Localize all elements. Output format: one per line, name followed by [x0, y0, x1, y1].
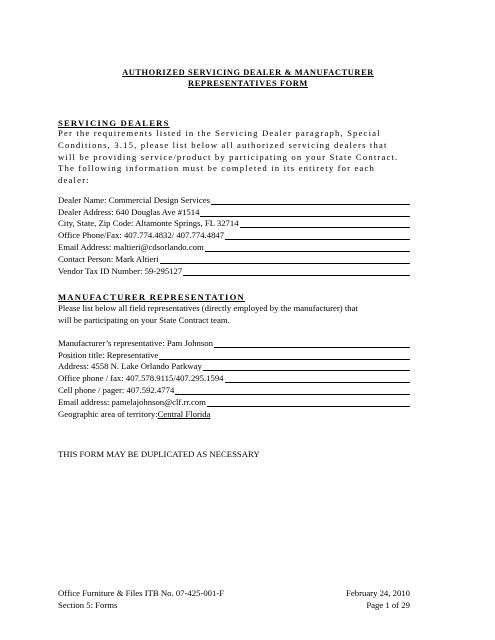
servicing-dealers-instructions — [58, 128, 438, 187]
field-text: Cell phone / pager: 407.592.4774 — [58, 384, 175, 395]
rep-office-phone-fax-field[interactable] — [58, 371, 410, 383]
instruction-line: will be providing service/product by participating on your State Contract. — [58, 151, 399, 162]
field-text: Email address: pamelajohnson@clf.rr.com — [58, 396, 206, 407]
dealer-address-field[interactable] — [58, 205, 410, 217]
fill-line — [205, 242, 410, 252]
email-address-field[interactable] — [58, 240, 410, 252]
instruction-line: The following information must be completed in its entirety for each — [58, 163, 376, 174]
geographic-area-label: Geographic area of territory: — [58, 408, 158, 419]
footer-row — [58, 588, 410, 600]
page-footer — [58, 588, 410, 612]
position-title-field[interactable] — [58, 348, 410, 360]
field-text: Office Phone/Fax: 407.774.4832/ 407.774.4847 — [58, 230, 225, 241]
field-text: Address: 4558 N. Lake Orlando Parkway — [58, 361, 202, 372]
footer-page-number: Page 1 of 29 — [366, 599, 410, 610]
geographic-area-value: Central Florida — [157, 408, 211, 419]
fill-line — [175, 385, 410, 395]
fill-line — [214, 338, 410, 348]
fill-line — [203, 361, 410, 371]
fill-line — [207, 397, 410, 407]
field-text: Email Address: maltieri@cdsorlando.com — [58, 241, 204, 252]
manufacturer-representative-field[interactable] — [58, 336, 410, 348]
field-text: Vendor Tax ID Number: 59-295127 — [58, 265, 183, 276]
fill-line — [160, 254, 410, 264]
rep-address-field[interactable] — [58, 360, 410, 372]
instruction-line: Please list below all field representatives (directly employed by the manufacturer) that — [58, 303, 358, 313]
manufacturer-representation-heading: MANUFACTURER REPRESENTATION — [58, 292, 245, 302]
manufacturer-fields — [58, 336, 410, 419]
city-state-zip-field[interactable] — [58, 217, 410, 229]
field-text: Dealer Name: Commercial Design Services — [58, 194, 210, 205]
servicing-dealers-heading: SERVICING DEALERS — [58, 118, 170, 128]
field-text: Dealer Address: 640 Douglas Ave #1514 — [58, 206, 200, 217]
form-title-line-2: REPRESENTATIVES FORM — [188, 79, 308, 88]
fill-line — [200, 207, 410, 217]
rep-email-address-field[interactable] — [58, 395, 410, 407]
dealer-name-field[interactable] — [58, 193, 410, 205]
fill-line — [211, 195, 410, 205]
form-title-line-1: AUTHORIZED SERVICING DEALER & MANUFACTURER — [122, 68, 374, 77]
fill-line — [183, 266, 410, 276]
instruction-line: dealer: — [58, 175, 90, 186]
fill-line — [225, 373, 410, 383]
fill-line — [240, 218, 410, 228]
manufacturer-instructions — [58, 303, 438, 327]
duplication-note: THIS FORM MAY BE DUPLICATED AS NECESSARY — [58, 449, 260, 459]
instruction-line: Conditions, 3.15, please list below all authorized servicing dealers that — [58, 139, 388, 150]
footer-date: February 24, 2010 — [346, 588, 410, 598]
field-text: City, State, Zip Code: Altamonte Springs, FL 32714 — [58, 218, 239, 229]
instruction-line: will be participating on your State Contract team. — [58, 314, 230, 325]
office-phone-fax-field[interactable] — [58, 228, 410, 240]
dealer-fields — [58, 193, 410, 276]
cell-phone-pager-field[interactable] — [58, 383, 410, 395]
field-text: Office phone / fax: 407.578.9115/407.295.1594 — [58, 373, 224, 384]
vendor-tax-id-field[interactable] — [58, 264, 410, 276]
footer-document-title: Office Furniture & Files ITB No. 07-425-001-F — [58, 588, 225, 598]
field-text: Contact Person: Mark Altieri — [58, 253, 159, 264]
field-text: Position title: Representative — [58, 349, 159, 360]
instruction-line: Per the requirements listed in the Servicing Dealer paragraph, Special — [58, 128, 381, 138]
geographic-area-field[interactable] — [58, 407, 410, 419]
fill-line — [159, 350, 410, 360]
contact-person-field[interactable] — [58, 252, 410, 264]
fill-line — [225, 230, 410, 240]
footer-row — [58, 600, 410, 612]
field-text: Manufacturer’s representative: Pam Johnson — [58, 337, 213, 348]
footer-section: Section 5: Forms — [58, 599, 118, 610]
